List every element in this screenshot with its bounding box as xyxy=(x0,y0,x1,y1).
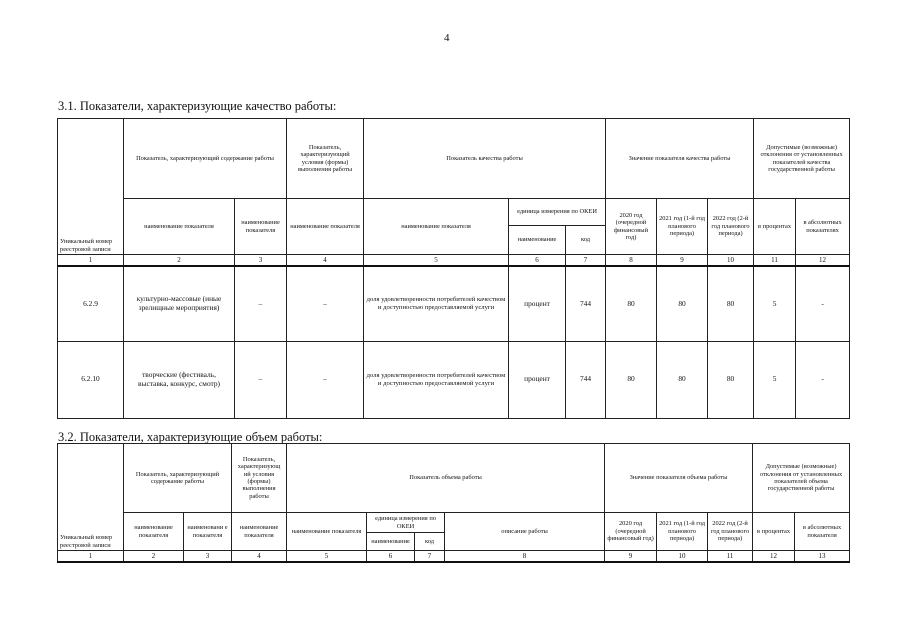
unit-name: процент xyxy=(509,266,566,341)
deviation-percent: 5 xyxy=(754,341,796,418)
registry-number: 6.2.9 xyxy=(58,266,124,341)
header-in-percent: в процентах xyxy=(754,199,796,255)
header-okei-code: код xyxy=(566,226,606,255)
value-2022: 80 xyxy=(708,266,754,341)
column-number: 9 xyxy=(605,551,657,563)
unit-code: 744 xyxy=(566,266,606,341)
header-content-indicator: Показатель, характеризующий содержание работы xyxy=(124,119,287,199)
header-okei-unit: единица измерения по ОКЕИ xyxy=(367,513,445,533)
header-okei-code: код xyxy=(415,533,445,551)
section-title-quality: 3.1. Показатели, характеризующие качество работы: xyxy=(58,99,337,113)
condition-value: – xyxy=(287,341,364,418)
header-indicator-name: наименование показателя xyxy=(364,199,509,255)
value-2021: 80 xyxy=(657,341,708,418)
column-number: 13 xyxy=(795,551,850,563)
column-number: 11 xyxy=(754,255,796,267)
column-number: 4 xyxy=(232,551,287,563)
header-indicator-name: наименование показателя xyxy=(287,199,364,255)
header-year-2021: 2021 год (1-й год планового периода) xyxy=(657,199,708,255)
column-number: 1 xyxy=(58,551,124,563)
indicator-value: – xyxy=(235,341,287,418)
header-quality-values: Значение показателя качества работы xyxy=(606,119,754,199)
column-number: 11 xyxy=(708,551,753,563)
header-unique-number: Уникальный номер реестровой записи xyxy=(58,119,124,255)
header-unique-number: Уникальный номер реестровой записи xyxy=(58,444,124,551)
value-2022: 80 xyxy=(708,341,754,418)
header-in-absolute: в абсолютных показателях xyxy=(796,199,850,255)
work-content: творческие (фестиваль, выставка, конкурс, смотр) xyxy=(124,341,235,418)
column-number: 12 xyxy=(753,551,795,563)
header-condition-indicator: Показатель, характеризующ ий условия (формы) выполнения работы xyxy=(232,444,287,513)
header-volume-indicator: Показатель объема работы xyxy=(287,444,605,513)
header-okei-unit: единица измерения по ОКЕИ xyxy=(509,199,606,226)
column-number: 12 xyxy=(796,255,850,267)
column-number: 3 xyxy=(235,255,287,267)
value-2020: 80 xyxy=(606,266,657,341)
column-number: 5 xyxy=(287,551,367,563)
column-number: 6 xyxy=(367,551,415,563)
header-year-2022: 2022 год (2-й год планового периода) xyxy=(708,513,753,551)
column-number: 4 xyxy=(287,255,364,267)
header-content-indicator: Показатель, характеризующий содержание работы xyxy=(124,444,232,513)
deviation-percent: 5 xyxy=(754,266,796,341)
table-row xyxy=(58,341,850,418)
header-okei-name: наименование xyxy=(509,226,566,255)
column-number: 1 xyxy=(58,255,124,267)
column-number: 5 xyxy=(364,255,509,267)
value-2020: 80 xyxy=(606,341,657,418)
column-number: 8 xyxy=(606,255,657,267)
indicator-value: – xyxy=(235,266,287,341)
header-condition-indicator: Показатель, характеризующий условия (формы) выполнения работы xyxy=(287,119,364,199)
header-indicator-name: наименовани е показателя xyxy=(184,513,232,551)
quality-table xyxy=(57,118,850,419)
header-work-description: описание работы xyxy=(445,513,605,551)
registry-number: 6.2.10 xyxy=(58,341,124,418)
header-indicator-name: наименование показателя xyxy=(287,513,367,551)
header-deviations: Допустимые (возможные) отклонения от установленных показателей объема государственной работы xyxy=(753,444,850,513)
deviation-absolute: - xyxy=(796,266,850,341)
condition-value: – xyxy=(287,266,364,341)
column-number: 3 xyxy=(184,551,232,563)
header-indicator-name: наименование показателя xyxy=(235,199,287,255)
column-number: 7 xyxy=(415,551,445,563)
header-in-absolute: в абсолютных показателя xyxy=(795,513,850,551)
header-indicator-name: наименование показателя xyxy=(124,199,235,255)
header-quality-indicator: Показатель качества работы xyxy=(364,119,606,199)
section-title-volume: 3.2. Показатели, характеризующие объем работы: xyxy=(58,430,323,444)
column-number: 2 xyxy=(124,255,235,267)
header-year-2020: 2020 год (очередной финансовый год) xyxy=(606,199,657,255)
column-number: 8 xyxy=(445,551,605,563)
unit-name: процент xyxy=(509,341,566,418)
table-row xyxy=(58,266,850,341)
column-number: 10 xyxy=(657,551,708,563)
column-number: 6 xyxy=(509,255,566,267)
column-number: 2 xyxy=(124,551,184,563)
header-indicator-name: наименование показателя xyxy=(124,513,184,551)
header-year-2021: 2021 год (1-й год планового периода) xyxy=(657,513,708,551)
header-deviations: Допустимые (возможные) отклонения от установленных показателей качества государственной работы xyxy=(754,119,850,199)
page-number: 4 xyxy=(444,32,450,44)
header-okei-name: наименование xyxy=(367,533,415,551)
column-number: 7 xyxy=(566,255,606,267)
deviation-absolute: - xyxy=(796,341,850,418)
header-indicator-name: наименование показателя xyxy=(232,513,287,551)
header-year-2022: 2022 год (2-й год планового периода) xyxy=(708,199,754,255)
column-number: 10 xyxy=(708,255,754,267)
work-content: культурно-массовые (иные зрелищные мероприятия) xyxy=(124,266,235,341)
quality-indicator-name: доля удовлетворенности потребителей качеством и доступностью предоставляемой услуги xyxy=(364,341,509,418)
quality-indicator-name: доля удовлетворенности потребителей качеством и доступностью предоставляемой услуги xyxy=(364,266,509,341)
column-number: 9 xyxy=(657,255,708,267)
header-in-percent: в процентах xyxy=(753,513,795,551)
volume-table xyxy=(57,443,850,563)
value-2021: 80 xyxy=(657,266,708,341)
header-year-2020: 2020 год (очередной финансовый год) xyxy=(605,513,657,551)
header-volume-values: Значение показателя объема работы xyxy=(605,444,753,513)
unit-code: 744 xyxy=(566,341,606,418)
